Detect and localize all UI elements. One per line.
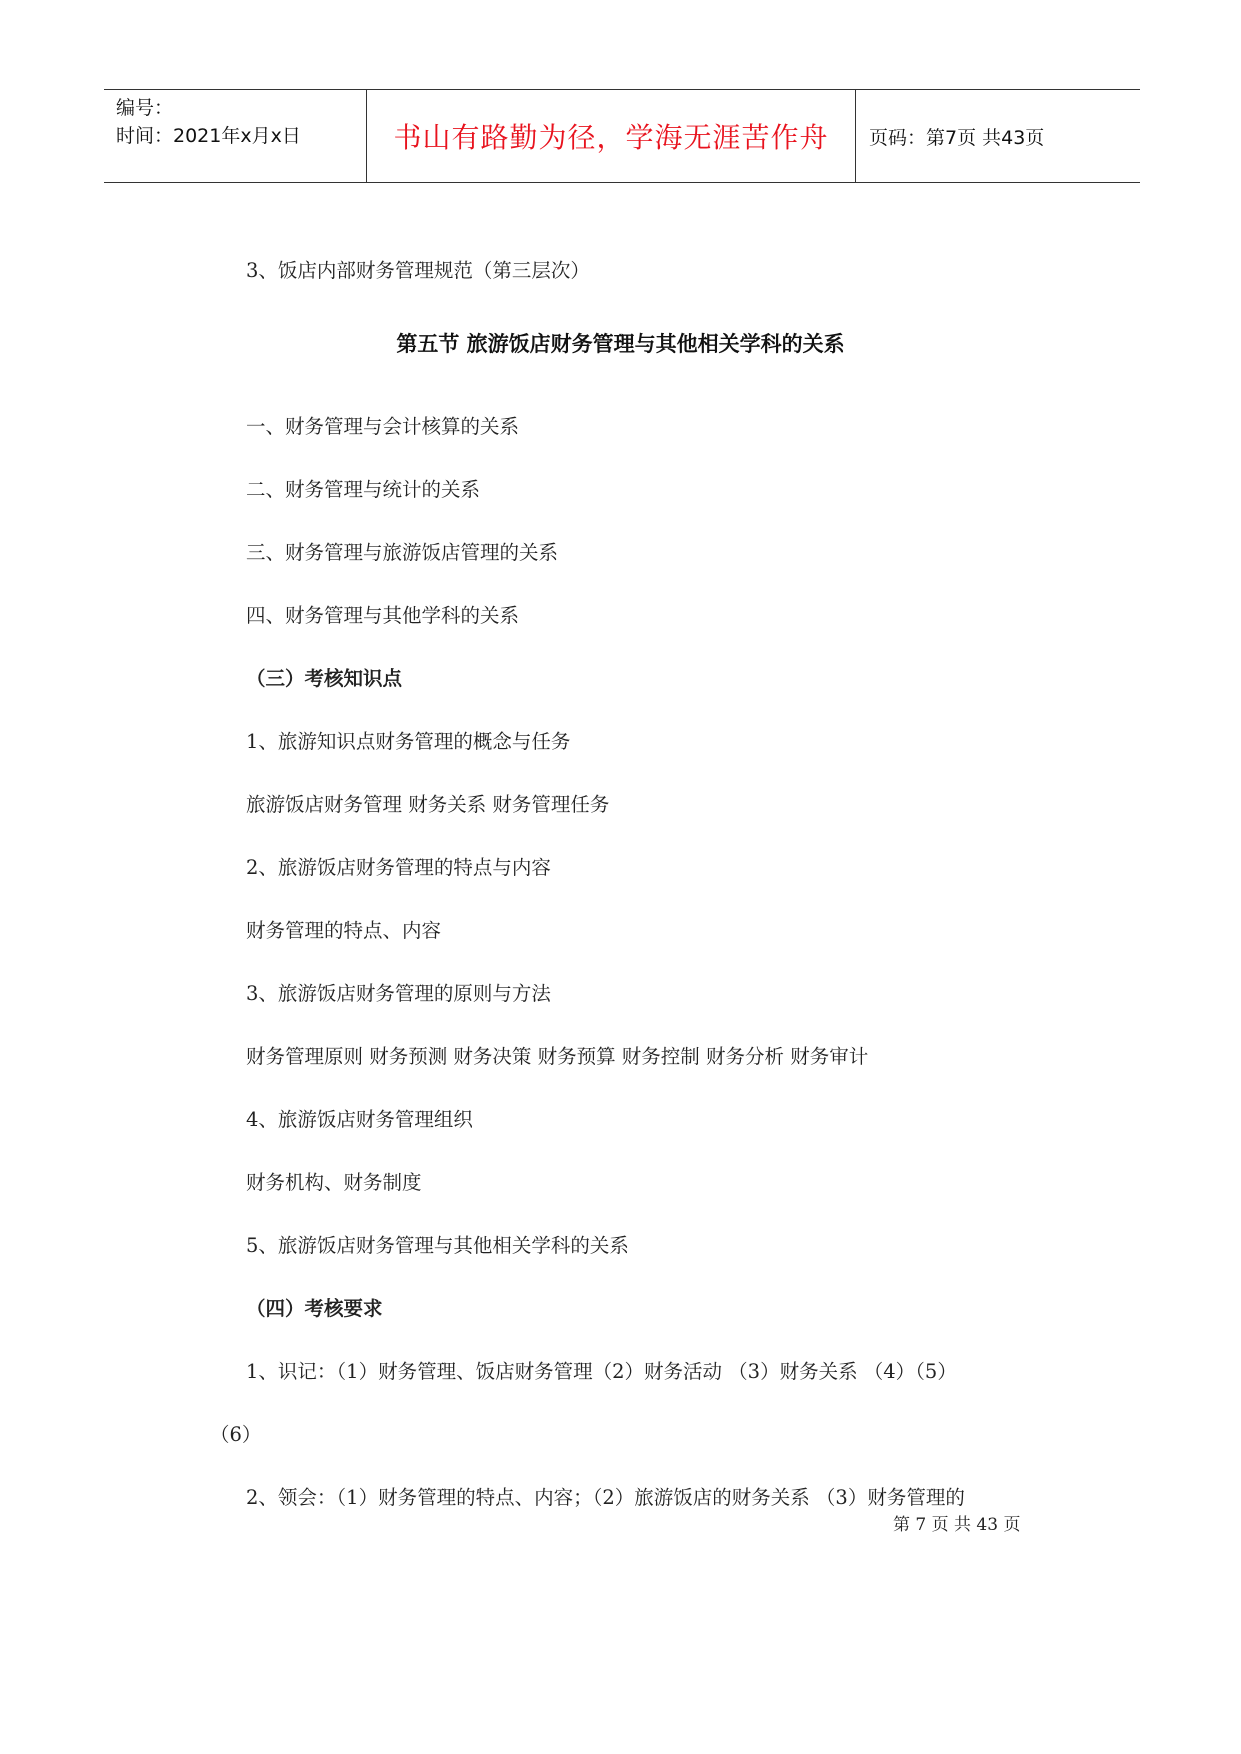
text-line: 2、领会：（1）财务管理的特点、内容；（2）旅游饭店的财务关系 （3）财务管理的 xyxy=(246,1486,965,1509)
text-line: 3、饭店内部财务管理规范（第三层次） xyxy=(246,259,590,282)
text-line: 1、识记：（1）财务管理、饭店财务管理（2）财务活动 （3）财务关系 （4）（5） xyxy=(246,1360,957,1383)
header-info xyxy=(104,90,367,182)
text-line: 4、旅游饭店财务管理组织 xyxy=(246,1108,473,1131)
text-line: （6） xyxy=(210,1423,262,1446)
text-line: 财务管理的特点、内容 xyxy=(246,919,442,942)
header-page-label: 页码：第7页 共43页 xyxy=(869,126,1045,149)
text-line: 三、财务管理与旅游饭店管理的关系 xyxy=(246,541,559,564)
text-line: 财务机构、财务制度 xyxy=(246,1171,422,1194)
text-line: 1、旅游知识点财务管理的概念与任务 xyxy=(246,730,571,753)
time-label: 时间：2021年x月x日 xyxy=(116,125,301,147)
text-line: 5、旅游饭店财务管理与其他相关学科的关系 xyxy=(246,1234,629,1257)
section-title: 第五节 旅游饭店财务管理与其他相关学科的关系 xyxy=(396,332,845,356)
text-line: 2、旅游饭店财务管理的特点与内容 xyxy=(246,856,551,879)
text-line: 四、财务管理与其他学科的关系 xyxy=(246,604,520,627)
number-label: 编号： xyxy=(116,97,174,119)
page-number: 第 7 页 共 43 页 xyxy=(893,1515,1021,1535)
page-header xyxy=(104,89,1140,183)
subsection-heading: （四）考核要求 xyxy=(246,1297,383,1320)
text-line: 财务管理原则 财务预测 财务决策 财务预算 财务控制 财务分析 财务审计 xyxy=(246,1045,869,1068)
subsection-heading: （三）考核知识点 xyxy=(246,667,403,690)
text-line: 3、旅游饭店财务管理的原则与方法 xyxy=(246,982,551,1005)
text-line: 旅游饭店财务管理 财务关系 财务管理任务 xyxy=(246,793,610,816)
text-line: 一、财务管理与会计核算的关系 xyxy=(246,415,520,438)
text-line: 二、财务管理与统计的关系 xyxy=(246,478,481,501)
header-motto: 书山有路勤为径，学海无涯苦作舟 xyxy=(367,90,856,182)
